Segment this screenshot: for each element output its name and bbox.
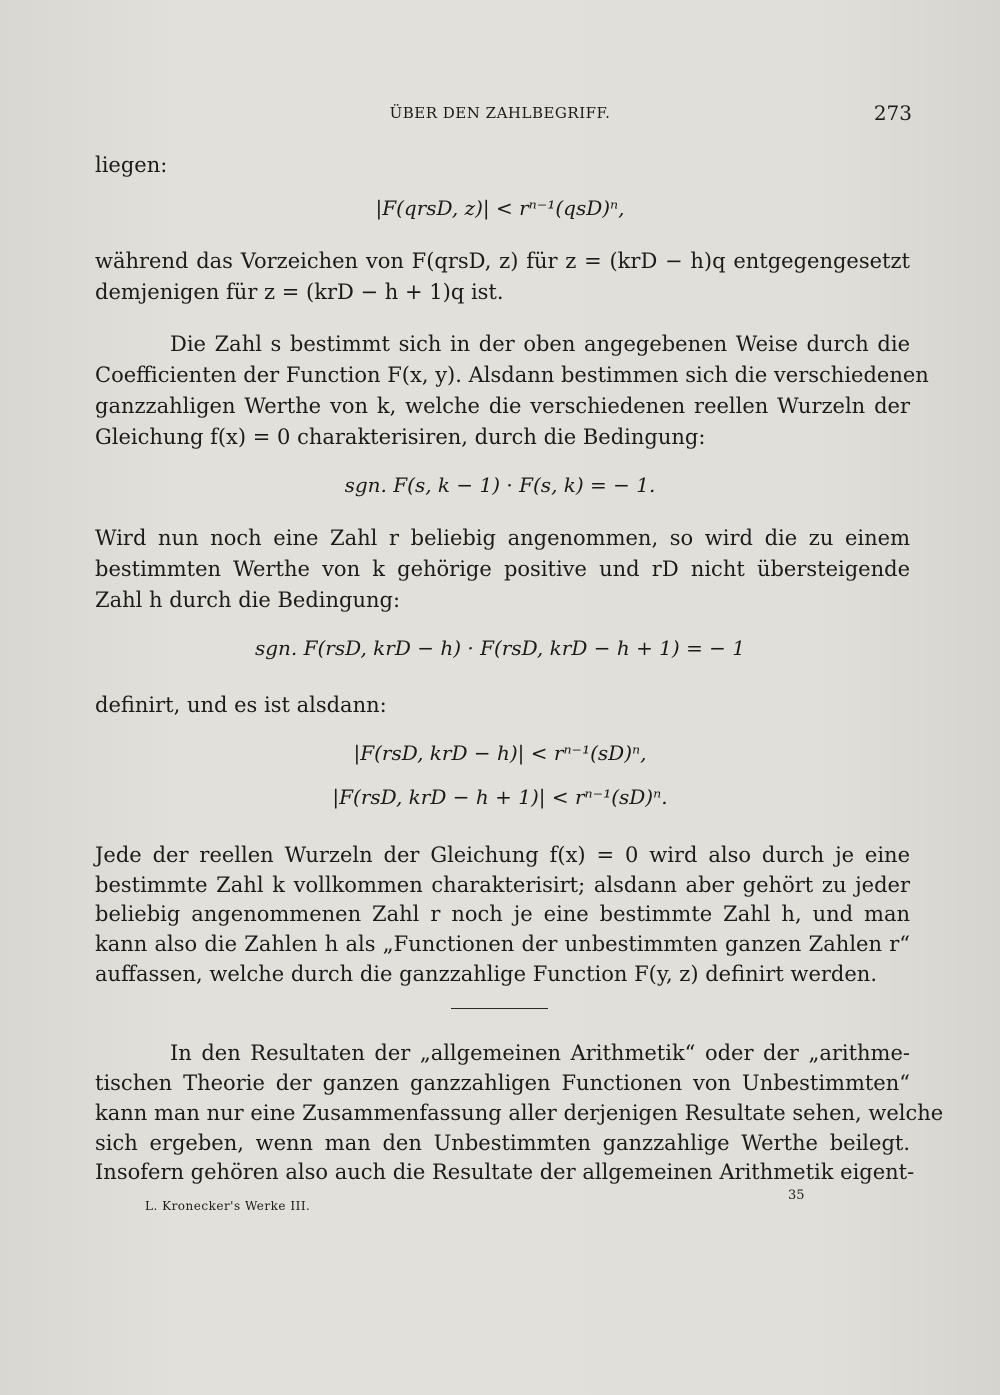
text-line: bestimmten Werthe von k gehörige positive und rD nicht übersteigende bbox=[95, 557, 910, 581]
text-line: auffassen, welche durch die ganzzahlige Function F(y, z) definirt werden. bbox=[95, 962, 878, 986]
text-line: bestimmte Zahl k vollkommen charakterisirt; alsdann aber gehört zu jeder bbox=[95, 873, 910, 897]
text-line: kann also die Zahlen h als „Functionen der unbestimmten ganzen Zahlen r“ bbox=[95, 932, 910, 956]
text-line: Jede der reellen Wurzeln der Gleichung f(x) = 0 wird also durch je eine bbox=[95, 843, 910, 867]
text-line: Gleichung f(x) = 0 charakterisiren, durch die Bedingung: bbox=[95, 425, 706, 449]
text-line: Coefficienten der Function F(x, y). Alsdann bestimmen sich die verschiedenen bbox=[95, 363, 929, 387]
text-line: ganzzahligen Werthe von k, welche die verschiedenen reellen Wurzeln der bbox=[95, 394, 910, 418]
text-line: In den Resultaten der „allgemeinen Arithmetik“ oder der „arithme- bbox=[170, 1041, 910, 1065]
text-line: während das Vorzeichen von F(qrsD, z) für z = (krD − h)q entgegengesetzt bbox=[95, 249, 910, 273]
text-line: Insofern gehören also auch die Resultate der allgemeinen Arithmetik eigent- bbox=[95, 1160, 915, 1184]
equation: |F(qrsD, z)| < rⁿ⁻¹(qsD)ⁿ, bbox=[375, 196, 625, 220]
signature-mark: 35 bbox=[788, 1188, 805, 1203]
text-line: tischen Theorie der ganzen ganzzahligen Functionen von Unbestimmten“ bbox=[95, 1071, 910, 1095]
footer-edition: L. Kronecker's Werke III. bbox=[145, 1199, 311, 1213]
text-line: Zahl h durch die Bedingung: bbox=[95, 588, 401, 612]
text-line: definirt, und es ist alsdann: bbox=[95, 693, 387, 717]
text-line: Die Zahl s bestimmt sich in der oben angegebenen Weise durch die bbox=[170, 332, 910, 356]
equation: sgn. F(s, k − 1) · F(s, k) = − 1. bbox=[344, 473, 656, 497]
text-line: Wird nun noch eine Zahl r beliebig angenommen, so wird die zu einem bbox=[95, 526, 910, 550]
text-line: kann man nur eine Zusammenfassung aller derjenigen Resultate sehen, welche bbox=[95, 1101, 944, 1125]
text-line: sich ergeben, wenn man den Unbestimmten ganzzahlige Werthe beilegt. bbox=[95, 1131, 910, 1155]
text-line: demjenigen für z = (krD − h + 1)q ist. bbox=[95, 280, 504, 304]
text-line: beliebig angenommenen Zahl r noch je eine bestimmte Zahl h, und man bbox=[95, 902, 910, 926]
running-header: ÜBER DEN ZAHLBEGRIFF. bbox=[389, 104, 611, 122]
equation: |F(rsD, krD − h)| < rⁿ⁻¹(sD)ⁿ, bbox=[353, 741, 647, 765]
equation: sgn. F(rsD, krD − h) · F(rsD, krD − h + 1) = − 1 bbox=[254, 636, 746, 660]
page-number: 273 bbox=[873, 101, 912, 125]
section-divider bbox=[451, 1008, 548, 1009]
text-line: liegen: bbox=[95, 153, 168, 177]
equation: |F(rsD, krD − h + 1)| < rⁿ⁻¹(sD)ⁿ. bbox=[332, 785, 668, 809]
